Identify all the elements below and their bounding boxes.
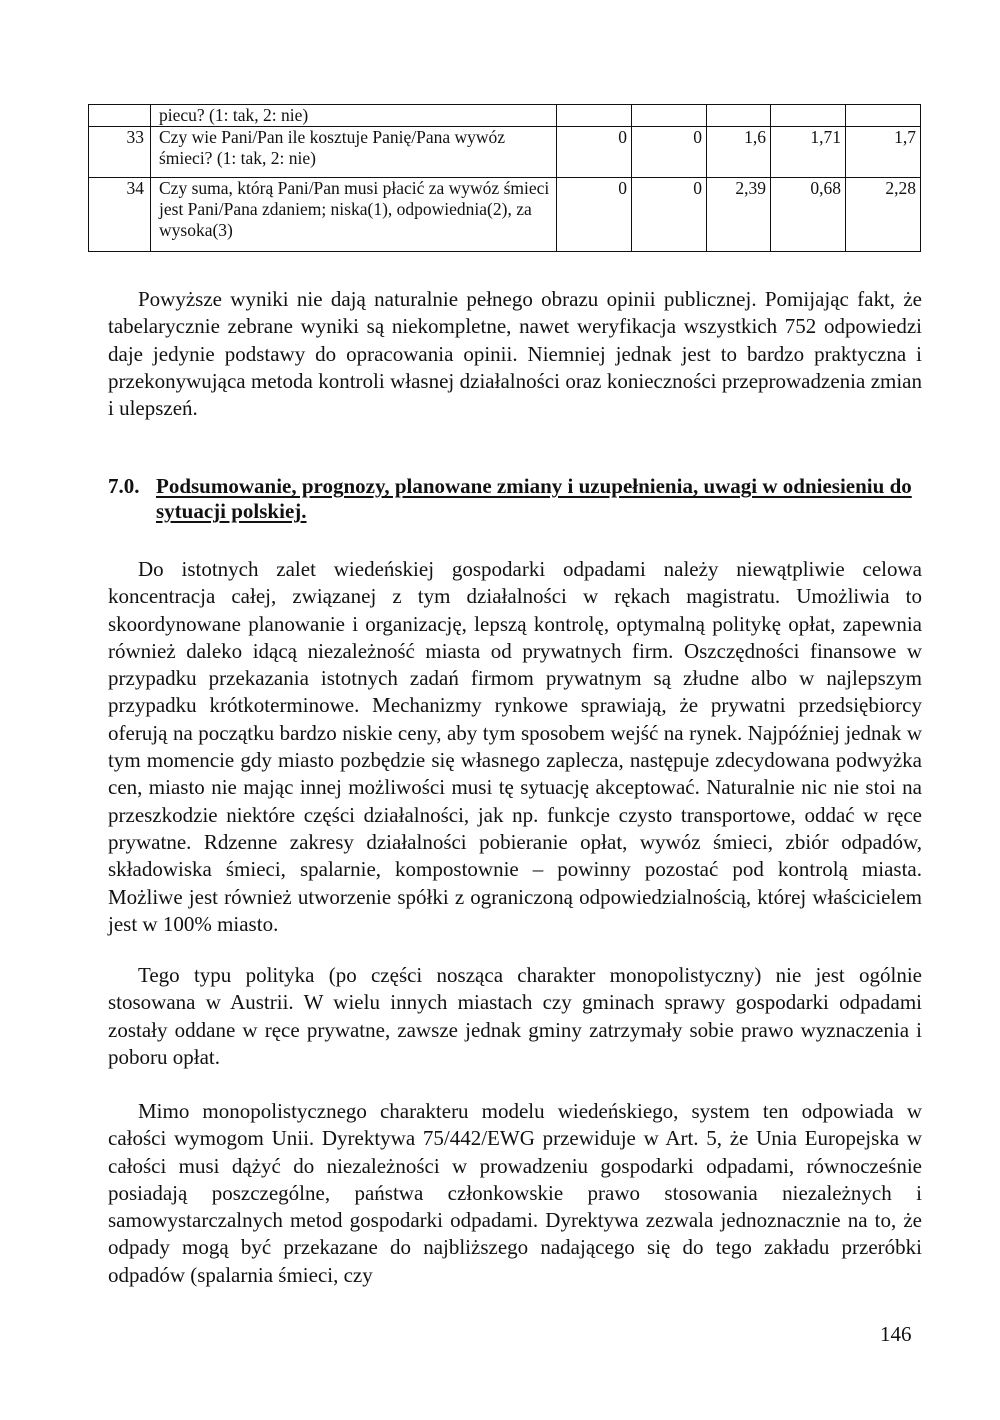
survey-results-table	[88, 104, 921, 252]
table-row	[89, 105, 921, 127]
paragraph-eu-directive	[108, 1098, 922, 1289]
row-value	[846, 105, 921, 127]
paragraph-text: Powyższe wyniki nie dają naturalnie pełnego obrazu opinii publicznej. Pomijając fakt, że tabelarycznie zebrane wyniki są niekompletne, nawet weryfikacja wszystkich 752 odpowiedzi daje jedynie podstawy do opracowania opinii. Niemniej jednak jest to bardzo praktyczna i przekonywująca metoda kontroli własnej działalności oraz konieczności przeprowadzenia zmian i ulepszeń.	[108, 287, 922, 421]
row-value: 1,6	[707, 127, 771, 178]
row-number: 33	[89, 127, 151, 178]
paragraph-results-summary	[108, 286, 922, 422]
row-value: 0,68	[771, 178, 846, 252]
paragraph-austria-policy	[108, 962, 922, 1071]
table-row	[89, 127, 921, 178]
section-title: Podsumowanie, prognozy, planowane zmiany i uzupełnienia, uwagi w odniesieniu do sytuacji polskiej.	[156, 474, 912, 523]
paragraph-text: Tego typu polityka (po części nosząca charakter monopolistyczny) nie jest ogólnie stosowana w Austrii. W wielu innych miastach czy gminach sprawy gospodarki odpadami zostały oddane w ręce prywatne, zawsze jednak gminy zatrzymały sobie prawo wyznaczenia i poboru opłat.	[108, 963, 922, 1069]
row-value	[707, 105, 771, 127]
paragraph-text: Mimo monopolistycznego charakteru modelu wiedeńskiego, system ten odpowiada w całości wymogom Unii. Dyrektywa 75/442/EWG przewiduje w Art. 5, że Unia Europejska w całości musi dążyć do niezależności w prowadzeniu gospodarki odpadami, równocześnie posiadają poszczególne, państwa członkowskie prawo stosowania niezależnych i samowystarczalnych metod gospodarki odpadami. Dyrektywa zezwala jednoznacznie na to, że odpady mogą być przekazane do najbliższego nadającego się do tego zakładu przeróbki odpadów (spalarnia śmieci, czy	[108, 1099, 922, 1287]
row-value	[557, 105, 632, 127]
row-value: 0	[557, 127, 632, 178]
row-value: 2,28	[846, 178, 921, 252]
row-value: 1,71	[771, 127, 846, 178]
row-value	[771, 105, 846, 127]
table-row	[89, 178, 921, 252]
row-question: Czy wie Pani/Pan ile kosztuje Panię/Pana wywóz śmieci? (1: tak, 2: nie)	[151, 127, 557, 178]
row-value	[632, 105, 707, 127]
paragraph-text: Do istotnych zalet wiedeńskiej gospodarki odpadami należy niewątpliwie celowa koncentracja całej, związanej z tym działalności w rękach magistratu. Umożliwia to skoordynowane planowanie i organizację, lepszą kontrolę, optymalną politykę opłat, zapewnia również daleko idącą niezależność miasta od prywatnych firm. Oszczędności finansowe w przypadku przekazania istotnych zadań firmom prywatnym są złudne albo w najlepszym przypadku krótkoterminowe. Mechanizmy rynkowe sprawiają, że prywatni przedsiębiorcy oferują na początku bardzo niskie ceny, aby tym sposobem wejść na rynek. Najpóźniej jednak w tym momencie gdy miasto pozbędzie się własnego zaplecza, następuje zdecydowana podwyżka cen, miasto nie mając innej możliwości musi tę sytuację akceptować. Naturalnie nic nie stoi na przeszkodzie niektóre części działalności, jak np. funkcje czysto transportowe, oddać w ręce prywatne. Rdzenne zakresy działalności pobieranie opłat, wywóz śmieci, zbiór odpadów, składowiska śmieci, spalarnie, kompostownie – powinny pozostać pod kontrolą miasta. Możliwe jest również utworzenie spółki z ograniczoną odpowiedzialnością, której właścicielem jest w 100% miasto.	[108, 557, 922, 936]
paragraph-vienna-advantages	[108, 556, 922, 938]
section-heading	[108, 474, 922, 524]
row-value: 0	[632, 178, 707, 252]
row-number: 34	[89, 178, 151, 252]
row-value: 2,39	[707, 178, 771, 252]
row-number	[89, 105, 151, 127]
row-question: piecu? (1: tak, 2: nie)	[151, 105, 557, 127]
row-value: 0	[632, 127, 707, 178]
section-number: 7.0.	[108, 474, 140, 498]
row-question: Czy suma, którą Pani/Pan musi płacić za wywóz śmieci jest Pani/Pana zdaniem; niska(1), odpowiednia(2), za wysoka(3)	[151, 178, 557, 252]
row-value: 0	[557, 178, 632, 252]
row-value: 1,7	[846, 127, 921, 178]
page-number: 146	[880, 1322, 912, 1346]
